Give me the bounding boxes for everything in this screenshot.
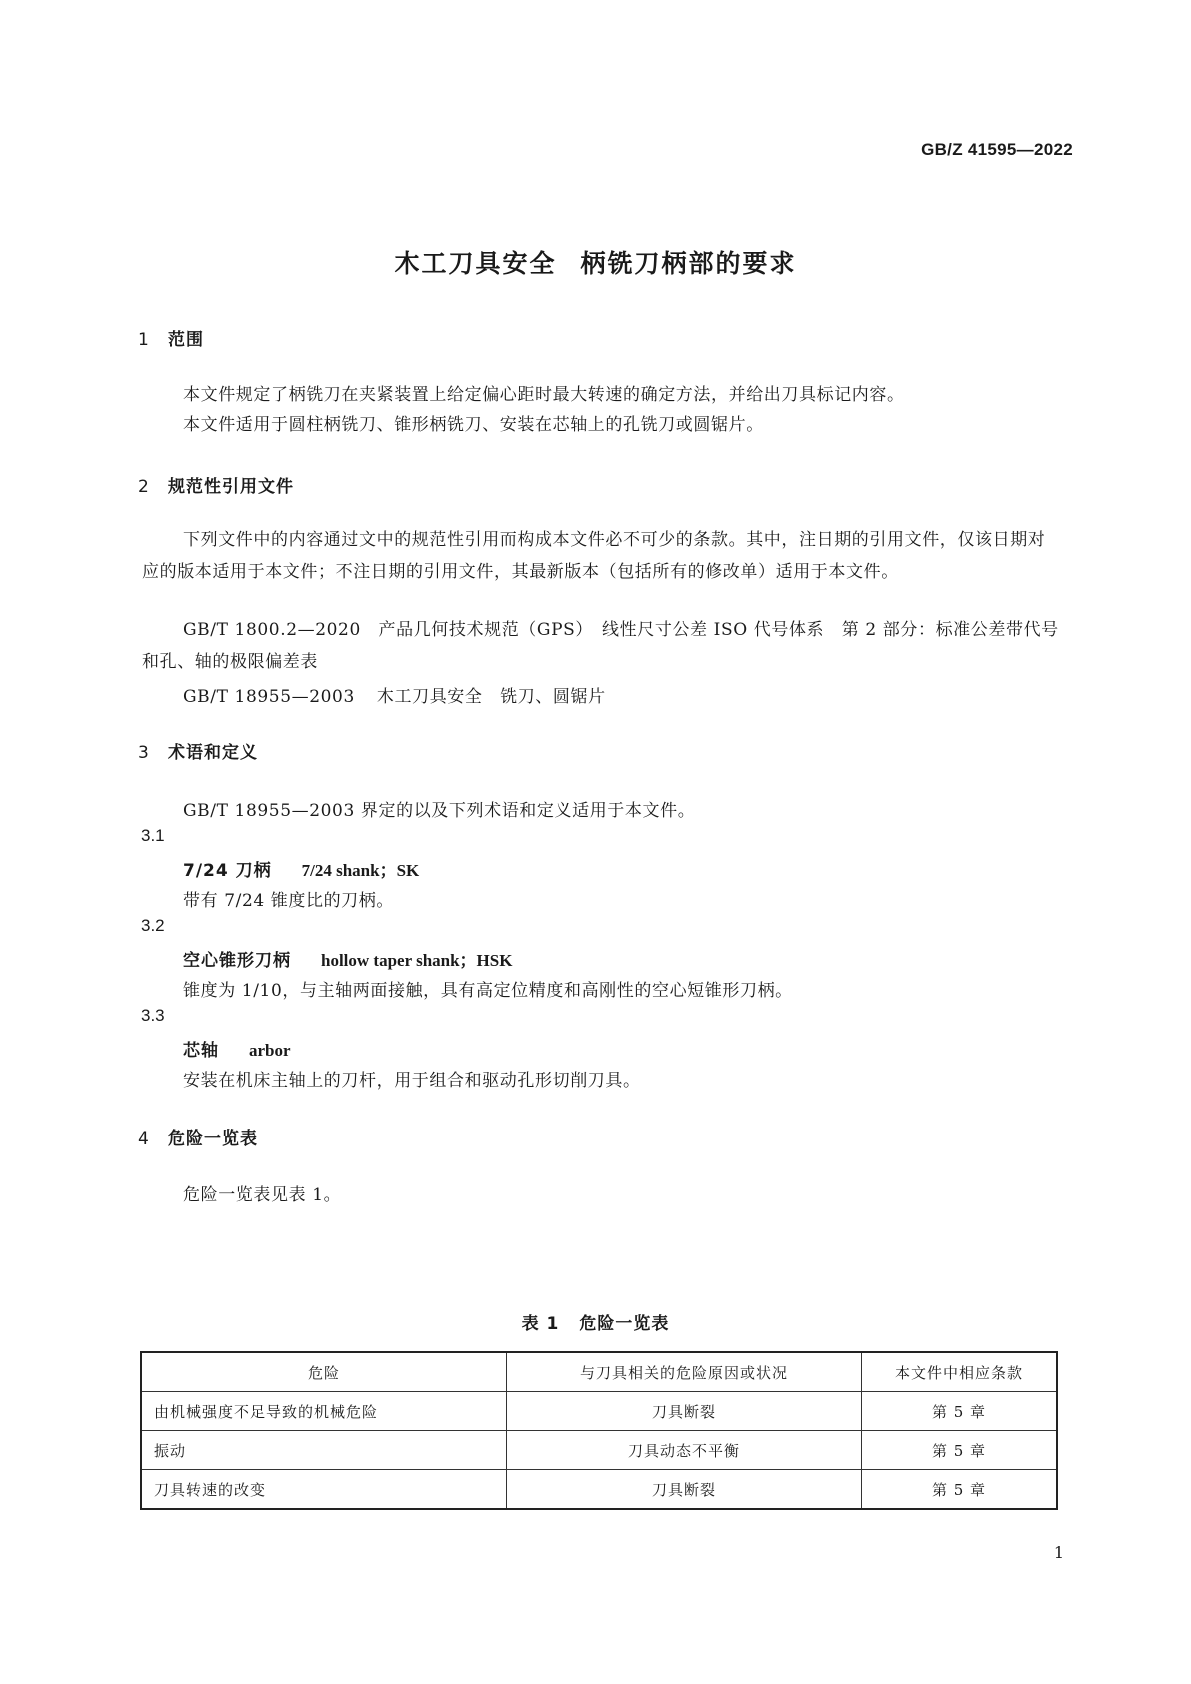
page-number: 1 bbox=[1053, 1543, 1064, 1562]
section-heading-2 bbox=[138, 472, 294, 497]
section-number: 2 bbox=[138, 477, 150, 497]
table-cell: 刀具断裂 bbox=[507, 1470, 862, 1510]
term-zh: 芯轴 bbox=[183, 1041, 219, 1061]
term-definition: 锥度为 1/10，与主轴两面接触，具有高定位精度和高刚性的空心短锥形刀柄。 bbox=[183, 981, 793, 1001]
reference-1: GB/T 1800.2—2020 产品几何技术规范（GPS） 线性尺寸公差 ISO 代号体系 第 2 部分：标准公差带代号和孔、轴的极限偏差表 bbox=[142, 620, 1059, 672]
section-number: 3 bbox=[138, 743, 150, 763]
table-cell: 刀具动态不平衡 bbox=[507, 1431, 862, 1470]
title-part-2: 柄铣刀柄部的要求 bbox=[580, 249, 797, 278]
paragraph: 下列文件中的内容通过文中的规范性引用而构成本文件必不可少的条款。其中，注日期的引用文件，仅该日期对应的版本适用于本文件；不注日期的引用文件，其最新版本（包括所有的修改单）适用于本文件。 bbox=[142, 530, 1046, 582]
column-header: 危险 bbox=[141, 1352, 507, 1392]
term-heading bbox=[183, 856, 419, 881]
table-cell: 第 5 章 bbox=[862, 1431, 1058, 1470]
term-heading bbox=[183, 946, 512, 971]
term-en: hollow taper shank；HSK bbox=[321, 951, 513, 970]
paragraph: 本文件规定了柄铣刀在夹紧装置上给定偏心距时最大转速的确定方法，并给出刀具标记内容。 bbox=[183, 385, 905, 405]
section-heading-4 bbox=[138, 1124, 258, 1149]
table-row bbox=[141, 1431, 1057, 1470]
table-cell: 第 5 章 bbox=[862, 1470, 1058, 1510]
table-cell: 振动 bbox=[141, 1431, 507, 1470]
table-row bbox=[141, 1392, 1057, 1431]
section-number: 4 bbox=[138, 1129, 150, 1149]
section-title: 术语和定义 bbox=[168, 743, 258, 763]
paragraph: 危险一览表见表 1。 bbox=[183, 1185, 342, 1205]
table-header-row bbox=[141, 1352, 1057, 1392]
section-number: 1 bbox=[138, 330, 150, 350]
table-cell: 刀具断裂 bbox=[507, 1392, 862, 1431]
reference-title: 木工刀具安全 铣刀、圆锯片 bbox=[376, 687, 606, 707]
document-code: GB/Z 41595—2022 bbox=[921, 140, 1073, 159]
term-number: 3.2 bbox=[141, 916, 165, 935]
section-heading-3 bbox=[138, 738, 258, 763]
section-heading-1 bbox=[138, 325, 204, 350]
term-zh: 空心锥形刀柄 bbox=[183, 951, 291, 971]
term-number: 3.1 bbox=[141, 826, 165, 845]
reference-code: GB/T 18955—2003 bbox=[183, 687, 355, 707]
section-title: 范围 bbox=[168, 330, 204, 350]
section-title: 危险一览表 bbox=[168, 1129, 258, 1149]
term-number: 3.3 bbox=[141, 1006, 165, 1025]
title-part-1: 木工刀具安全 bbox=[394, 249, 557, 278]
table-cell: 刀具转速的改变 bbox=[141, 1470, 507, 1510]
column-header: 本文件中相应条款 bbox=[862, 1352, 1058, 1392]
section-title: 规范性引用文件 bbox=[168, 477, 294, 497]
table-title: 危险一览表 bbox=[579, 1314, 670, 1334]
paragraph: 本文件适用于圆柱柄铣刀、锥形柄铣刀、安装在芯轴上的孔铣刀或圆锯片。 bbox=[183, 415, 764, 435]
term-definition: 带有 7/24 锥度比的刀柄。 bbox=[183, 891, 394, 911]
paragraph: GB/T 18955—2003 界定的以及下列术语和定义适用于本文件。 bbox=[183, 801, 696, 821]
reference-2 bbox=[183, 682, 606, 707]
hazard-table bbox=[140, 1351, 1058, 1510]
table-cell: 由机械强度不足导致的机械危险 bbox=[141, 1392, 507, 1431]
document-title bbox=[0, 244, 1191, 280]
term-heading bbox=[183, 1036, 291, 1061]
term-en: arbor bbox=[249, 1041, 291, 1060]
table-caption bbox=[0, 1309, 1191, 1334]
term-definition: 安装在机床主轴上的刀杆，用于组合和驱动孔形切削刀具。 bbox=[183, 1071, 641, 1091]
table-cell: 第 5 章 bbox=[862, 1392, 1058, 1431]
table-row bbox=[141, 1470, 1057, 1510]
table-label: 表 1 bbox=[521, 1314, 560, 1334]
term-zh: 7/24 刀柄 bbox=[183, 861, 272, 881]
term-en: 7/24 shank；SK bbox=[301, 861, 420, 880]
column-header: 与刀具相关的危险原因或状况 bbox=[507, 1352, 862, 1392]
